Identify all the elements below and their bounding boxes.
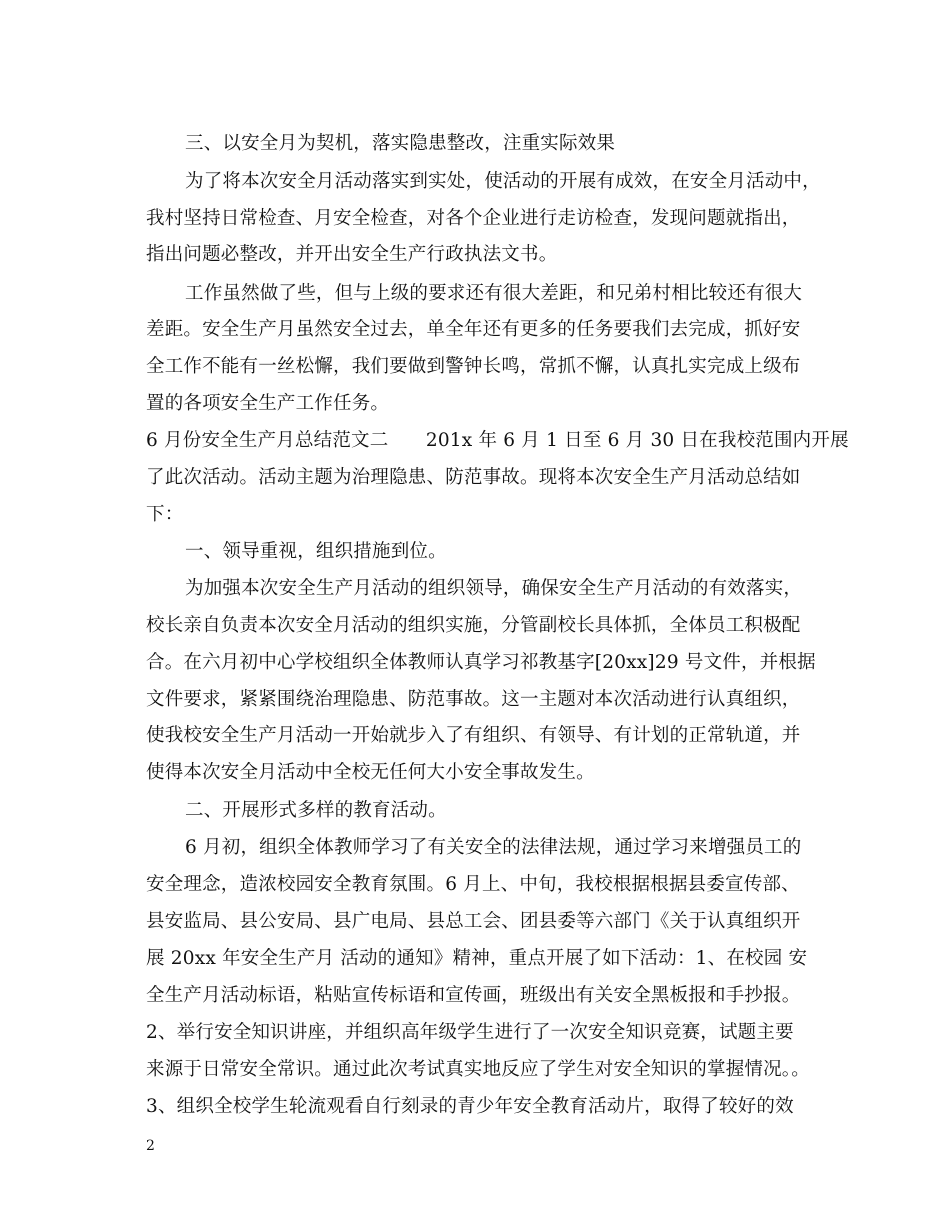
paragraph-line: 置的各项安全生产工作任务。: [146, 393, 390, 414]
paragraph-line: 全工作不能有一丝松懈，我们要做到警钟长鸣，常抓不懈，认真扎实完成上级布: [146, 356, 801, 377]
paragraph-line: 了此次活动。活动主题为治理隐患、防范事故。现将本次安全生产月活动总结如: [146, 467, 801, 488]
section-heading: 一、领导重视，组织措施到位。: [185, 541, 447, 562]
paragraph-line: 合。在六月初中心学校组织全体教师认真学习祁教基字[20xx]29 号文件，并根据: [146, 652, 816, 673]
paragraph-line: 为加强本次安全生产月活动的组织领导，确保安全生产月活动的有效落实，: [185, 578, 803, 599]
page-number: 2: [146, 1138, 155, 1154]
paragraph-line: 使我校安全生产月活动一开始就步入了有组织、有领导、有计划的正常轨道，并: [146, 725, 801, 746]
section-heading: 二、开展形式多样的教育活动。: [185, 800, 447, 821]
paragraph-line: 来源于日常安全常识。通过此次考试真实地反应了学生对安全知识的掌握情况。。: [146, 1059, 810, 1080]
section-heading: 三、以安全月为契机，落实隐患整改，注重实际效果: [185, 133, 616, 154]
paragraph-line: 全生产月活动标语，粘贴宣传标语和宣传画，班级出有关安全黑板报和手抄报。: [146, 985, 801, 1006]
paragraph-line: 使得本次安全月活动中全校无任何大小安全事故发生。: [146, 762, 595, 783]
paragraph-line: 我村坚持日常检查、月安全检查，对各个企业进行走访检查，发现问题就指出，: [146, 208, 801, 229]
paragraph-line: 为了将本次安全月活动落实到实处，使活动的开展有成效，在安全月活动中，: [185, 171, 821, 192]
paragraph-line: 工作虽然做了些，但与上级的要求还有很大差距，和兄弟村相比较还有很大: [185, 283, 803, 304]
paragraph-line: 安全理念，造浓校园安全教育氛围。6 月上、中旬，我校根据根据县委宣传部、: [146, 874, 800, 895]
paragraph-line: 下：: [146, 504, 184, 525]
paragraph-line: 3、组织全校学生轮流观看自行刻录的青少年安全教育活动片，取得了较好的效: [146, 1096, 794, 1117]
paragraph-line: 县安监局、县公安局、县广电局、县总工会、团县委等六部门《关于认真组织开: [146, 911, 801, 932]
paragraph-line: 6 月初，组织全体教师学习了有关安全的法律法规，通过学习来增强员工的: [185, 837, 802, 858]
paragraph-line: 展 20xx 年安全生产月 活动的通知》精神，重点开展了如下活动：1、在校园 安: [146, 948, 808, 969]
paragraph-line: 文件要求，紧紧围绕治理隐患、防范事故。这一主题对本次活动进行认真组织，: [146, 689, 801, 710]
paragraph-line: 指出问题必整改，并开出安全生产行政执法文书。: [146, 244, 558, 265]
article-title-line: 6 月份安全生产月总结范文二 201x 年 6 月 1 日至 6 月 30 日在我校范围内开展: [146, 430, 849, 451]
paragraph-line: 差距。安全生产月虽然安全过去，单全年还有更多的任务要我们去完成，抓好安: [146, 319, 801, 340]
paragraph-line: 校长亲自负责本次安全月活动的组织实施，分管副校长具体抓，全体员工积极配: [146, 615, 801, 636]
paragraph-line: 2、举行安全知识讲座，并组织高年级学生进行了一次安全知识竞赛，试题主要: [146, 1022, 794, 1043]
